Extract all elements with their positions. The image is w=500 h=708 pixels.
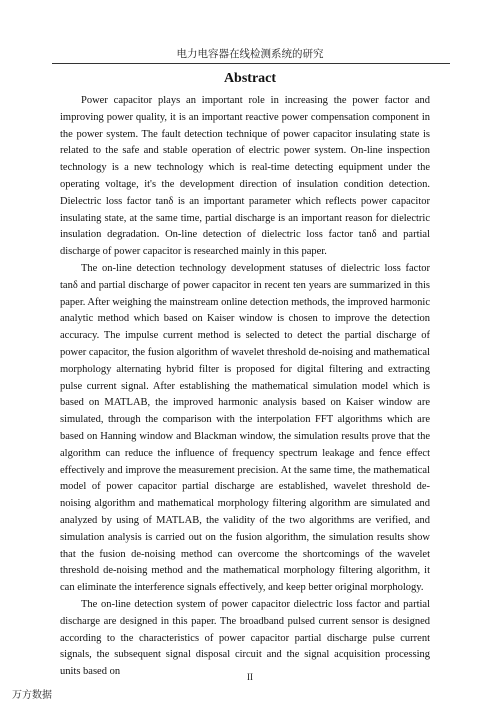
running-header: 电力电容器在线检测系统的研究 <box>176 48 324 60</box>
paragraph-3: The on-line detection system of power capacitor dielectric loss factor and partial discharge are designed in this paper. The broadband pulsed current sensor is designed according to the characteristics of power capacitor partial discharge pulse current signals, the subsequent signal disposal circuit and the signal acquisition processing units based on <box>60 598 430 678</box>
header-rule <box>52 63 450 64</box>
paragraph-2: The on-line detection technology development statuses of dielectric loss factor tanδ and partial discharge of power capacitor in recent ten years are summarized in this paper. After weighing the mainstream online detection methods, the improved harmonic analytic method which based on Kaiser window is chosen to improve the detection accuracy. The impulse current method is selected to detect the partial discharge of power capacitor, the fusion algorithm of wavelet threshold de-noising and mathematical morphology alternating hybrid filter is proposed for digital filtering and extracting pulse current signal. After establishing the mathematical simulation model which is based on MATLAB, the improved harmonic analysis based on Kaiser window are simulated, through the comparison with the interpolation FFT algorithms which are based on Hanning window and Blackman window, the simulation results prove that the algorithm can reduce the influence of frequency spectrum leakage and fence effect effectively and improve the measurement precision. At the same time, the mathematical model of power capacitor partial discharge are established, wavelet threshold de-noising algorithm and mathematical morphology filtering algorithm are simulated and analyzed by using of MATLAB, the validity of the two algorithms are verified, and simulation analysis is carried out on the fusion algorithm, the simulation results show that the fusion de-noising method can overcome the shortcomings of the wavelet threshold de-noising method and the mathematical morphology filtering algorithm, it can eliminate the interference signals effectively, and keep better original morphology. <box>60 262 430 594</box>
page-number: II <box>247 672 253 682</box>
abstract-body <box>60 93 430 681</box>
watermark-text: 万方数据 <box>12 690 52 701</box>
paragraph-1: Power capacitor plays an important role in increasing the power factor and improving power quality, it is an important reactive power compensation component in the power system. The fault detection technique of power capacitor insulating state is related to the safe and stable operation of electric power system. On-line inspection technology is a new technology which is real-time detecting equipment under the operating voltage, it's the development direction of insulation condition detection. Dielectric loss factor tanδ is an important parameter which reflects power capacitor insulating state, at the same time, partial discharge is an important reason for dielectric insulation degradation. On-line detection of dielectric loss factor tanδ and partial discharge of power capacitor is researched mainly in this paper. <box>60 95 430 258</box>
abstract-title: Abstract <box>223 71 277 86</box>
